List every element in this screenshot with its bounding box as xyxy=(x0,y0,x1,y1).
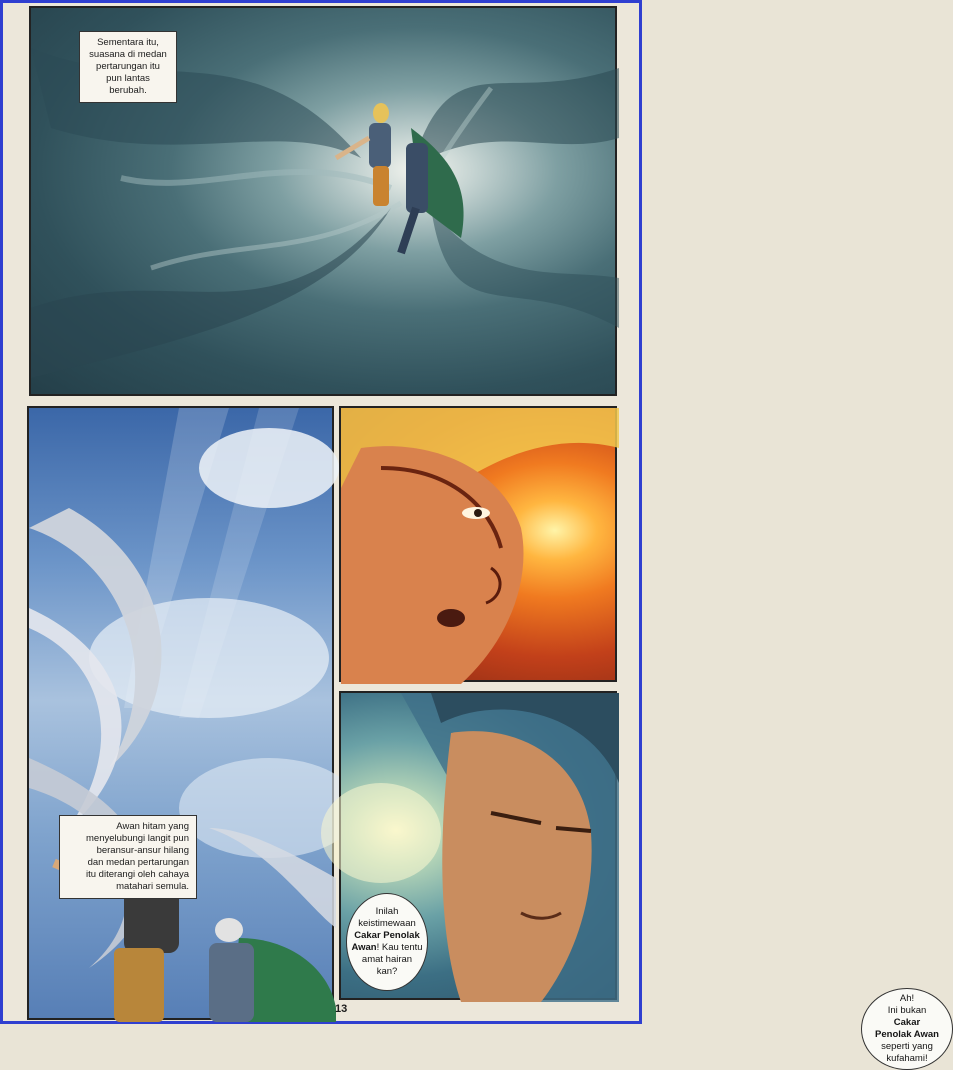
bubble-line: Ini bukan xyxy=(887,1005,927,1016)
bubble-line: seperti yang xyxy=(881,1041,933,1052)
bubble-line-bold: Awan xyxy=(351,942,377,953)
caption-line: beransur-ansur hilang xyxy=(96,845,189,856)
bubble-line-bold: Penolak Awan xyxy=(875,1029,939,1040)
narration-caption xyxy=(59,815,197,899)
caption-line: menyelubungi langit pun xyxy=(86,833,189,844)
bubble-line-mixed xyxy=(351,942,422,954)
caption-line: pun lantas xyxy=(106,73,150,84)
bubble-line: Inilah xyxy=(375,906,399,917)
caption-line: dan medan pertarungan xyxy=(87,857,189,868)
bubble-line-bold: Cakar Penolak xyxy=(354,930,420,941)
speech-bubble xyxy=(861,988,953,1070)
panel-clearing-sky xyxy=(27,406,334,1020)
bubble-line: keistimewaan xyxy=(358,918,416,929)
bubble-line: kan? xyxy=(376,966,398,977)
narration-caption xyxy=(79,31,177,103)
panel-storm-battle xyxy=(29,6,617,396)
caption-line: suasana di medan xyxy=(89,49,167,60)
caption-line: berubah. xyxy=(109,85,147,96)
sky-and-clouds-art xyxy=(29,408,336,1022)
caption-line: Sementara itu, xyxy=(97,37,159,48)
bubble-line: ! Kau tentu xyxy=(376,942,423,953)
caption-line: matahari semula. xyxy=(116,881,189,892)
bubble-line-bold: Cakar xyxy=(893,1017,921,1028)
page-number: 13 xyxy=(335,1003,348,1015)
blonde-fighter-face-art xyxy=(341,408,619,684)
bubble-line: kufahami! xyxy=(886,1053,928,1064)
caption-line: Awan hitam yang xyxy=(116,821,189,832)
bubble-line: amat hairan xyxy=(361,954,413,965)
bubble-line: Ah! xyxy=(899,993,915,1004)
caption-line: itu diterangi oleh cahaya xyxy=(86,869,189,880)
caption-line: pertarungan itu xyxy=(96,61,160,72)
speech-bubble xyxy=(346,893,428,991)
